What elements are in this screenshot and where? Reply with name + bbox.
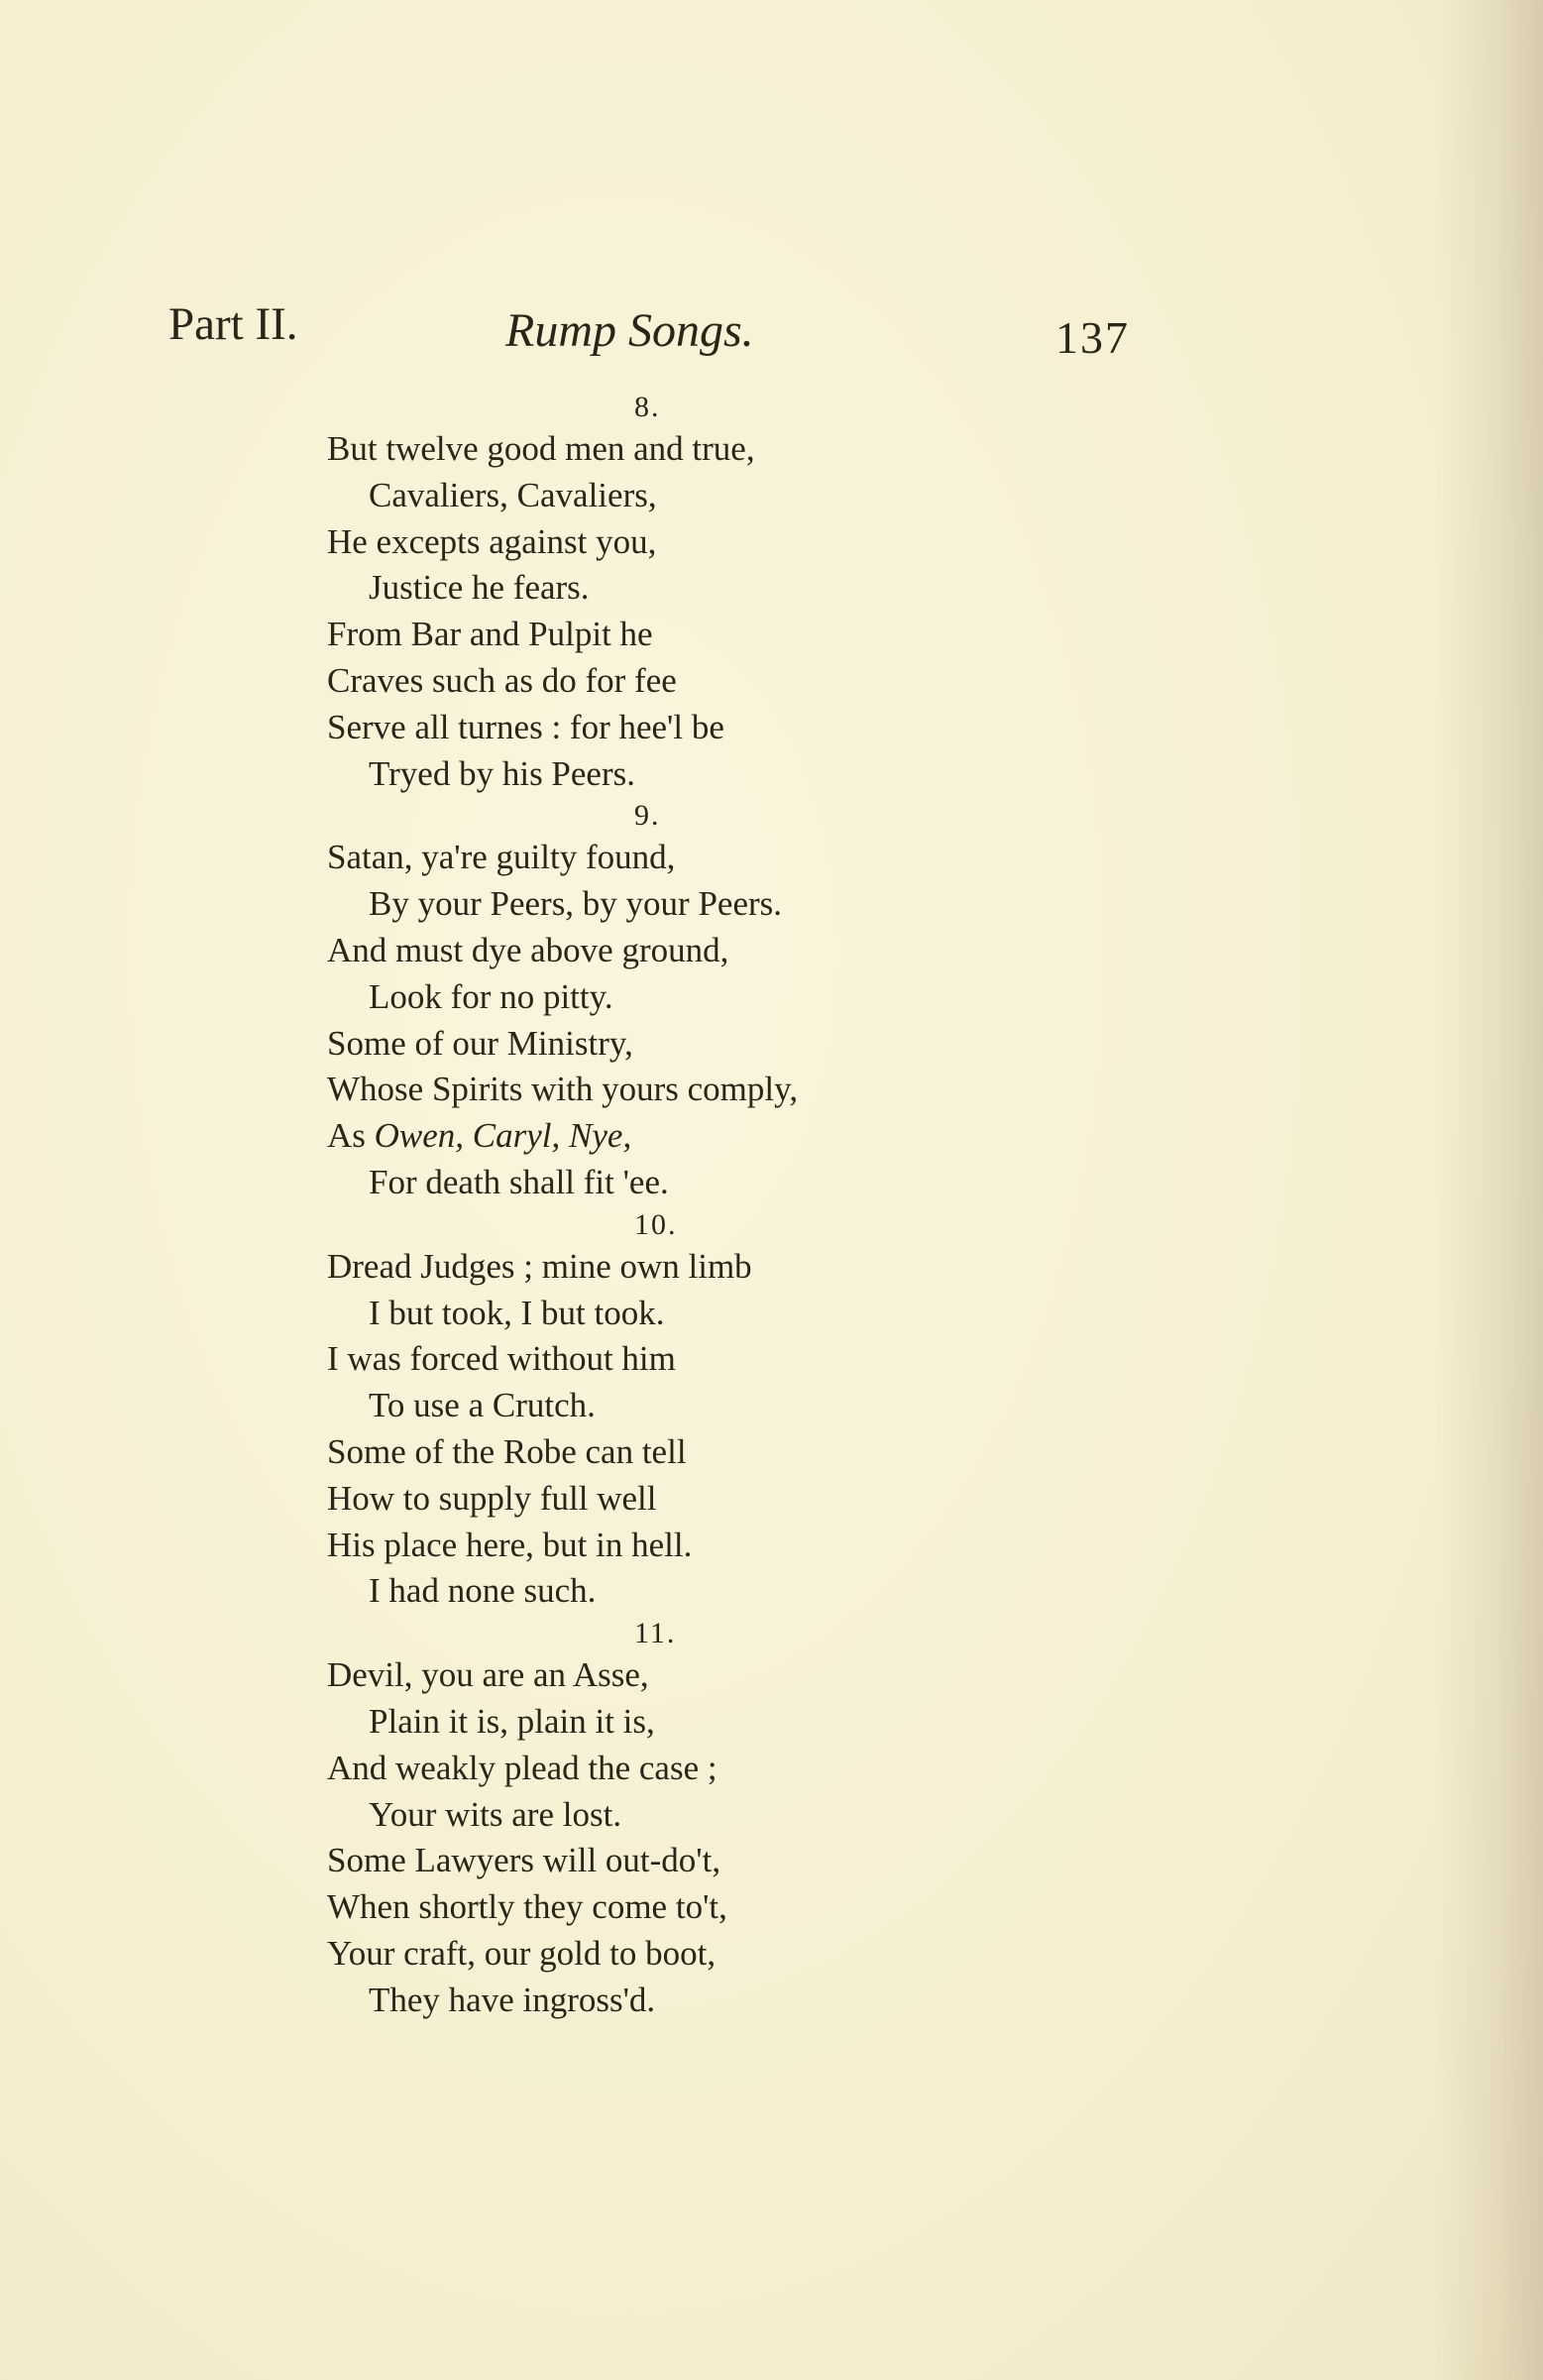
stanza-11 xyxy=(327,1615,1041,2023)
stanza-number: 11. xyxy=(634,1617,677,1650)
stanza-number: 8. xyxy=(634,391,661,423)
stanza-number: 10. xyxy=(634,1207,678,1241)
header-title: Rump Songs. xyxy=(505,304,754,357)
verse-line: When shortly they come to't, xyxy=(327,1887,727,1927)
verse-line: Plain it is, plain it is, xyxy=(369,1701,655,1741)
stanza-8 xyxy=(327,389,1041,797)
verse-line: I but took, I but took. xyxy=(369,1293,665,1332)
verse-line: To use a Crutch. xyxy=(369,1386,596,1425)
verse-line: I was forced without him xyxy=(327,1339,676,1379)
verse-prefix: As xyxy=(327,1116,366,1156)
verse-line: And must dye above ground, xyxy=(327,930,729,969)
running-header xyxy=(168,297,1130,377)
verse-line: Dread Judges ; mine own limb xyxy=(327,1246,752,1286)
verse-line: He excepts against you, xyxy=(327,521,657,561)
verse-line: Your craft, our gold to boot, xyxy=(327,1933,716,1973)
stanza-9 xyxy=(327,797,1041,1205)
stanza-10 xyxy=(327,1206,1041,1615)
verse-line: His place here, but in hell. xyxy=(327,1525,693,1564)
verse-line: Some of our Ministry, xyxy=(327,1023,633,1063)
verse-line: Some of the Robe can tell xyxy=(327,1431,687,1471)
verse-line: From Bar and Pulpit he xyxy=(327,615,653,654)
verse-line: Craves such as do for fee xyxy=(327,660,677,700)
stanza-number: 9. xyxy=(634,799,661,833)
verse-line: Cavaliers, Cavaliers, xyxy=(369,475,657,514)
verse-line: Some Lawyers will out-do't, xyxy=(327,1841,721,1880)
page-number: 137 xyxy=(1055,312,1130,363)
verse-line: Tryed by his Peers. xyxy=(369,753,635,793)
verse-line: By your Peers, by your Peers. xyxy=(369,884,783,924)
verse-line: How to supply full well xyxy=(327,1478,657,1518)
verse-line: Whose Spirits with yours comply, xyxy=(327,1070,799,1109)
verse-line: I had none such. xyxy=(369,1571,597,1611)
verse-line: And weakly plead the case ; xyxy=(327,1748,717,1787)
italic-names: Owen, Caryl, Nye, xyxy=(374,1116,632,1156)
verse-line: Satan, ya're guilty found, xyxy=(327,838,676,877)
verse-line: Serve all turnes : for hee'l be xyxy=(327,707,724,746)
verse-line: But twelve good men and true, xyxy=(327,429,755,468)
verse-line: Your wits are lost. xyxy=(369,1794,622,1834)
verse-line-with-names xyxy=(327,1113,1041,1160)
verse-line: They have ingross'd. xyxy=(369,1980,656,2019)
header-part: Part II. xyxy=(168,298,298,350)
verse-line: For death shall fit 'ee. xyxy=(369,1162,669,1201)
verse-line: Devil, you are an Asse, xyxy=(327,1655,649,1695)
poem-body xyxy=(327,389,1041,2024)
verse-line: Justice he fears. xyxy=(369,568,590,608)
verse-line: Look for no pitty. xyxy=(369,976,613,1016)
